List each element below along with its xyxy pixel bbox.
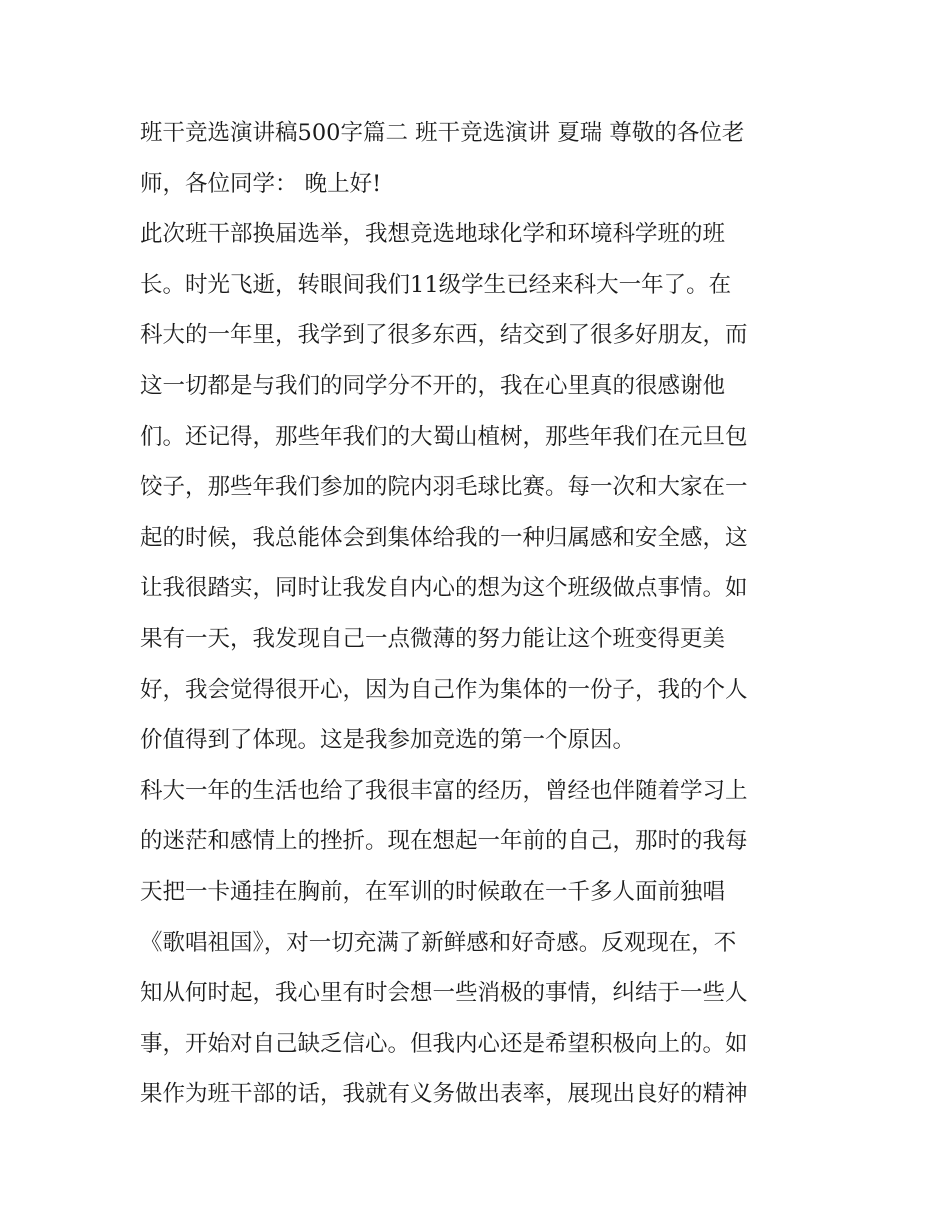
text-line: 让我很踏实，同时让我发自内心的想为这个班级做点事情。如: [140, 575, 748, 602]
text-line: 天把一卡通挂在胸前，在军训的时候敢在一千多人面前独唱: [140, 878, 726, 905]
text-line: 师，各位同学： 晚上好!: [140, 170, 382, 197]
text-line: 价值得到了体现。这是我参加竞选的第一个原因。: [140, 727, 636, 754]
text-line: 饺子，那些年我们参加的院内羽毛球比赛。每一次和大家在一: [140, 474, 748, 501]
text-line: 这一切都是与我们的同学分不开的，我在心里真的很感谢他: [140, 372, 726, 399]
text-line: 起的时候，我总能体会到集体给我的一种归属感和安全感，这: [140, 524, 748, 551]
text-line: 此次班干部换届选举，我想竞选地球化学和环境科学班的班: [140, 221, 726, 248]
text-line: 们。还记得，那些年我们的大蜀山植树，那些年我们在元旦包: [140, 423, 748, 450]
text-line: 《歌唱祖国》，对一切充满了新鲜感和好奇感。反观现在，不: [140, 929, 737, 956]
text-line: 长。时光飞逝，转眼间我们11级学生已经来科大一年了。在: [140, 271, 732, 298]
text-line: 果作为班干部的话，我就有义务做出表率，展现出良好的精神: [140, 1081, 748, 1108]
text-line: 科大的一年里，我学到了很多东西，结交到了很多好朋友，而: [140, 322, 748, 349]
text-line: 班干竞选演讲稿500字篇二 班干竞选演讲 夏瑞 尊敬的各位老: [140, 120, 745, 146]
speech-text: [140, 108, 820, 1120]
text-line: 事，开始对自己缺乏信心。但我内心还是希望积极向上的。如: [140, 1030, 748, 1057]
text-line: 科大一年的生活也给了我很丰富的经历，曾经也伴随着学习上: [140, 777, 748, 804]
text-line: 果有一天，我发现自己一点微薄的努力能让这个班变得更美: [140, 625, 726, 652]
text-line: 好，我会觉得很开心，因为自己作为集体的一份子，我的个人: [140, 676, 748, 703]
text-line: 知从何时起，我心里有时会想一些消极的事情，纠结于一些人: [140, 980, 748, 1007]
text-line: 的迷茫和感情上的挫折。现在想起一年前的自己，那时的我每: [140, 828, 748, 855]
